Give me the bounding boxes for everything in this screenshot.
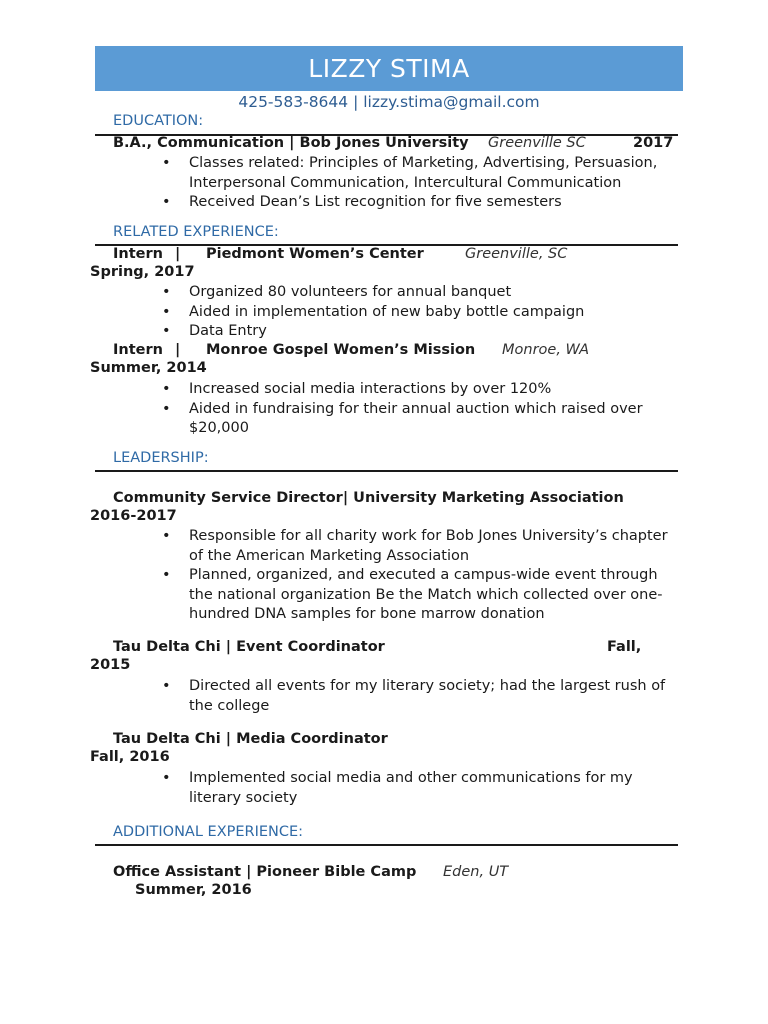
list-item: • Data Entry: [160, 322, 679, 342]
job-organization: Piedmont Women’s Center: [206, 246, 424, 262]
leadership-bullets: [160, 677, 679, 716]
leadership-heading: Tau Delta Chi | Event Coordinator: [113, 639, 385, 655]
job-role: Intern: [113, 246, 163, 262]
list-item: • Aided in fundraising for their annual auction which raised over $20,000: [160, 400, 679, 439]
job-role: Intern: [113, 342, 163, 358]
education-degree: B.A., Communication | Bob Jones University: [113, 135, 469, 151]
job-bullets: [160, 283, 679, 342]
section-divider: [95, 470, 678, 472]
list-item: • Directed all events for my literary society; had the largest rush of the college: [160, 677, 679, 716]
job-date: Summer, 2014: [90, 360, 207, 376]
leadership-date: Fall,: [607, 639, 642, 655]
section-title-leadership: LEADERSHIP:: [113, 450, 209, 466]
section-divider: [95, 844, 678, 846]
list-item: • Organized 80 volunteers for annual banquet: [160, 283, 679, 303]
leadership-bullets: [160, 527, 679, 625]
section-title-education: EDUCATION:: [113, 113, 204, 129]
list-item: • Aided in implementation of new baby bottle campaign: [160, 303, 679, 323]
job-organization: Monroe Gospel Women’s Mission: [206, 342, 476, 358]
contact-line: 425-583-8644 | lizzy.stima@gmail.com: [238, 93, 540, 111]
leadership-date: 2016-2017: [90, 508, 177, 524]
list-item: • Increased social media interactions by over 120%: [160, 380, 679, 400]
education-year: 2017: [633, 135, 674, 151]
section-title-additional-experience: ADDITIONAL EXPERIENCE:: [113, 824, 304, 840]
list-item: • Planned, organized, and executed a campus-wide event through the national organization Be the Match which collected over one-hundred DNA samples for bone marrow donation: [160, 566, 679, 625]
job-separator: |: [175, 342, 181, 358]
candidate-name: LIZZY STIMA: [308, 54, 470, 83]
leadership-date: 2015: [90, 657, 131, 673]
additional-location: Eden, UT: [443, 864, 509, 880]
section-title-related-experience: RELATED EXPERIENCE:: [113, 224, 279, 240]
leadership-bullets: [160, 769, 679, 808]
additional-heading: Office Assistant | Pioneer Bible Camp: [113, 864, 417, 880]
name-banner: [95, 46, 683, 91]
job-bullets: [160, 380, 679, 439]
job-date: Spring, 2017: [90, 264, 195, 280]
job-location: Monroe, WA: [502, 342, 590, 358]
job-separator: |: [175, 246, 181, 262]
education-location: Greenville SC: [488, 135, 586, 151]
list-item: • Responsible for all charity work for Bob Jones University’s chapter of the American Marketing Association: [160, 527, 679, 566]
leadership-heading: Community Service Director| University Marketing Association: [113, 490, 624, 506]
list-item: • Received Dean’s List recognition for five semesters: [160, 193, 679, 213]
leadership-heading: Tau Delta Chi | Media Coordinator: [113, 731, 388, 747]
list-item: • Implemented social media and other communications for my literary society: [160, 769, 679, 808]
education-bullets: [160, 154, 679, 213]
list-item: • Classes related: Principles of Marketing, Advertising, Persuasion, Interpersonal Communication, Intercultural Communication: [160, 154, 679, 193]
job-location: Greenville, SC: [465, 246, 568, 262]
leadership-date: Fall, 2016: [90, 749, 170, 765]
additional-date: Summer, 2016: [135, 882, 252, 898]
